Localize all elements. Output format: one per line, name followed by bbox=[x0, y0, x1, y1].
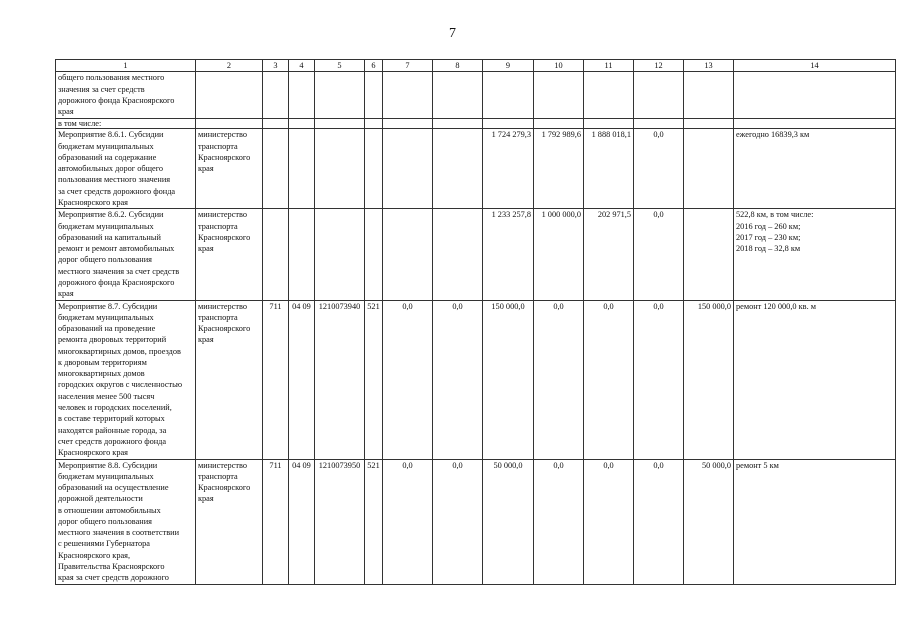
col-header: 10 bbox=[534, 60, 584, 72]
header-row bbox=[56, 60, 896, 72]
col-header: 12 bbox=[634, 60, 684, 72]
executor: министерство транспорта Красноярского края bbox=[196, 459, 263, 584]
col-header: 7 bbox=[383, 60, 433, 72]
value-cell: 0,0 bbox=[634, 459, 684, 584]
activity-description: общего пользования местного значения за счет средств дорожного фонда Красноярского края bbox=[56, 72, 196, 119]
col-header: 8 bbox=[433, 60, 483, 72]
value-cell: 0,0 bbox=[433, 459, 483, 584]
value-cell: 1 888 018,1 bbox=[584, 129, 634, 209]
activity-description: Мероприятие 8.6.1. Субсидии бюджетам муниципальных образований на содержание автомобильных дорог общего пользования местного значения за счет средств дорожного фонда Красноярского края bbox=[56, 129, 196, 209]
value-cell: 50 000,0 bbox=[483, 459, 534, 584]
value-cell: 0,0 bbox=[634, 129, 684, 209]
value-cell: 0,0 bbox=[383, 300, 433, 459]
code-cell: 521 bbox=[365, 300, 383, 459]
executor: министерство транспорта Красноярского края bbox=[196, 300, 263, 459]
value-cell: 1 233 257,8 bbox=[483, 209, 534, 300]
subheading: в том числе: bbox=[56, 119, 196, 129]
expected-result: ремонт 120 000,0 кв. м bbox=[734, 300, 896, 459]
value-cell: 202 971,5 bbox=[584, 209, 634, 300]
code-cell: 1210073940 bbox=[315, 300, 365, 459]
code-cell: 04 09 bbox=[289, 300, 315, 459]
code-cell: 1210073950 bbox=[315, 459, 365, 584]
value-cell: 0,0 bbox=[383, 459, 433, 584]
table-row bbox=[56, 300, 896, 459]
col-header: 5 bbox=[315, 60, 365, 72]
activity-description: Мероприятие 8.8. Субсидии бюджетам муниципальных образований на осуществление дорожной деятельности в отношении автомобильных дорог общего пользования местного значения в соответствии с решениями Губернатора Красноярского края, Правительства Красноярского края за счет средств дорожного bbox=[56, 459, 196, 584]
col-header: 2 bbox=[196, 60, 263, 72]
value-cell: 150 000,0 bbox=[684, 300, 734, 459]
code-cell: 521 bbox=[365, 459, 383, 584]
table-row bbox=[56, 72, 896, 119]
executor: министерство транспорта Красноярского края bbox=[196, 129, 263, 209]
col-header: 14 bbox=[734, 60, 896, 72]
expected-result: 522,8 км, в том числе: 2016 год – 260 км; 2017 год – 230 км; 2018 год – 32,8 км bbox=[734, 209, 896, 300]
activity-description: Мероприятие 8.7. Субсидии бюджетам муниципальных образований на проведение ремонта дворовых территорий многоквартирных домов, проездов к дворовым территориям многоквартирных домов городских округов с численностью населения менее 500 тысяч человек и городских поселений, в составе территорий которых находятся районные города, за счет средств дорожного фонда Красноярского края bbox=[56, 300, 196, 459]
program-table bbox=[55, 59, 896, 585]
col-header: 9 bbox=[483, 60, 534, 72]
expected-result: ежегодно 16839,3 км bbox=[734, 129, 896, 209]
col-header: 1 bbox=[56, 60, 196, 72]
col-header: 3 bbox=[263, 60, 289, 72]
value-cell: 150 000,0 bbox=[483, 300, 534, 459]
code-cell: 711 bbox=[263, 300, 289, 459]
page-number: 7 bbox=[449, 26, 456, 41]
col-header: 11 bbox=[584, 60, 634, 72]
col-header: 6 bbox=[365, 60, 383, 72]
value-cell: 0,0 bbox=[584, 459, 634, 584]
executor: министерство транспорта Красноярского края bbox=[196, 209, 263, 300]
col-header: 4 bbox=[289, 60, 315, 72]
value-cell: 1 724 279,3 bbox=[483, 129, 534, 209]
expected-result: ремонт 5 км bbox=[734, 459, 896, 584]
value-cell: 0,0 bbox=[534, 459, 584, 584]
table-row bbox=[56, 119, 896, 129]
value-cell: 0,0 bbox=[634, 300, 684, 459]
table-row bbox=[56, 459, 896, 584]
code-cell: 711 bbox=[263, 459, 289, 584]
table-row bbox=[56, 129, 896, 209]
table-row bbox=[56, 209, 896, 300]
value-cell: 1 792 989,6 bbox=[534, 129, 584, 209]
activity-description: Мероприятие 8.6.2. Субсидии бюджетам муниципальных образований на капитальный ремонт и ремонт автомобильных дорог общего пользования местного значения за счет средств дорожного фонда Красноярского края bbox=[56, 209, 196, 300]
value-cell: 0,0 bbox=[584, 300, 634, 459]
col-header: 13 bbox=[684, 60, 734, 72]
value-cell: 0,0 bbox=[534, 300, 584, 459]
value-cell: 1 000 000,0 bbox=[534, 209, 584, 300]
value-cell: 0,0 bbox=[433, 300, 483, 459]
code-cell: 04 09 bbox=[289, 459, 315, 584]
value-cell: 0,0 bbox=[634, 209, 684, 300]
value-cell: 50 000,0 bbox=[684, 459, 734, 584]
